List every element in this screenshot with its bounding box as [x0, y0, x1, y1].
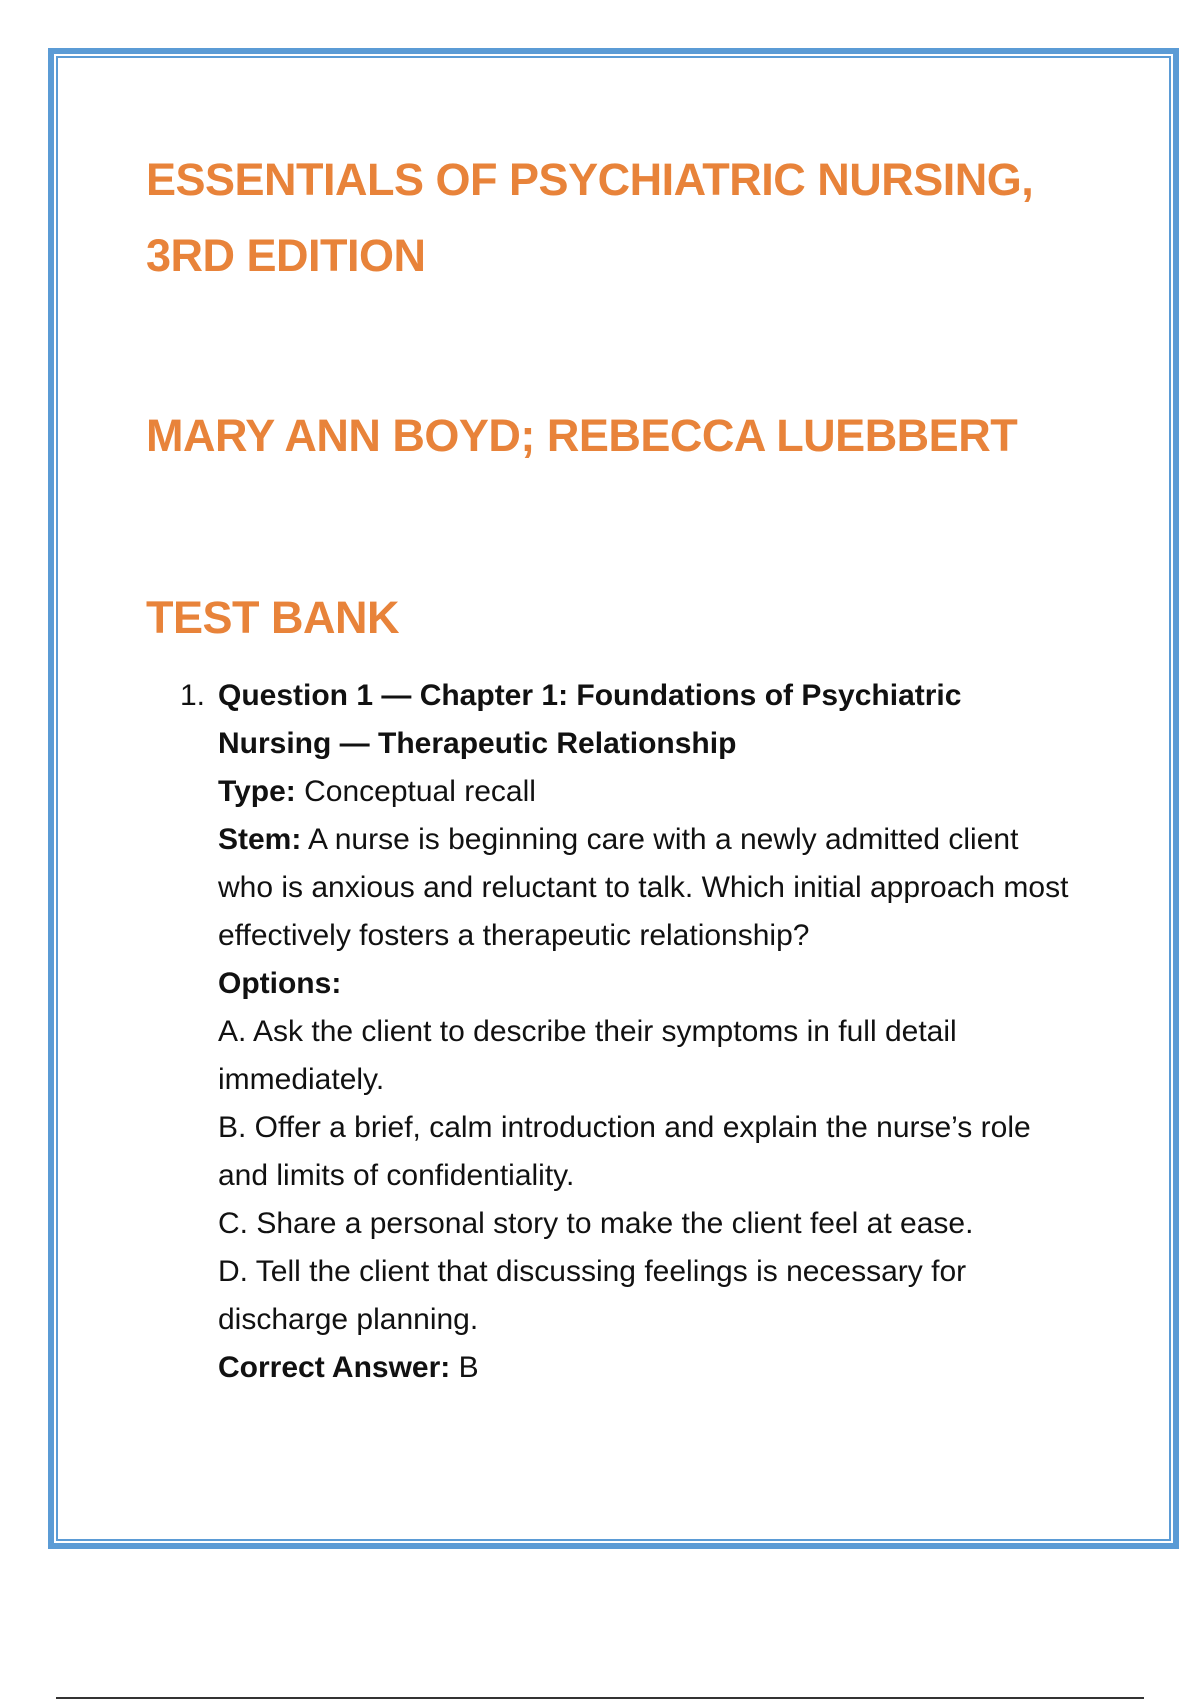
- footer-divider: [56, 1697, 1144, 1699]
- question-type: [218, 768, 1080, 816]
- option-d: D. Tell the client that discussing feelings is necessary for discharge planning.: [218, 1255, 967, 1336]
- document-authors: MARY ANN BOYD; REBECCA LUEBBERT: [146, 410, 1018, 461]
- stem-label: Stem:: [218, 823, 302, 856]
- type-label: Type:: [218, 775, 296, 808]
- option-b: B. Offer a brief, calm introduction and explain the nurse’s role and limits of confidentiality.: [218, 1111, 1031, 1192]
- options-label: Options:: [218, 967, 342, 1000]
- stem-value: A nurse is beginning care with a newly admitted client who is anxious and reluctant to talk. Which initial approach most effectively fosters a therapeutic relationship?: [218, 823, 1069, 952]
- option-c: C. Share a personal story to make the client feel at ease.: [218, 1207, 974, 1240]
- answer-label: Correct Answer:: [218, 1351, 451, 1384]
- correct-answer: [218, 1344, 1080, 1392]
- question-number: 1.: [180, 679, 206, 712]
- answer-value: B: [450, 1351, 479, 1384]
- type-value: Conceptual recall: [295, 775, 536, 808]
- question-stem: [218, 816, 1080, 960]
- document-title: ESSENTIALS OF PSYCHIATRIC NURSING, 3RD EDITION: [146, 154, 1034, 281]
- question-heading: Question 1 — Chapter 1: Foundations of Psychiatric Nursing — Therapeutic Relationship: [218, 679, 962, 760]
- question-item: [180, 672, 1080, 1392]
- section-heading: TEST BANK: [146, 592, 399, 643]
- option-a: A. Ask the client to describe their symptoms in full detail immediately.: [218, 1015, 957, 1096]
